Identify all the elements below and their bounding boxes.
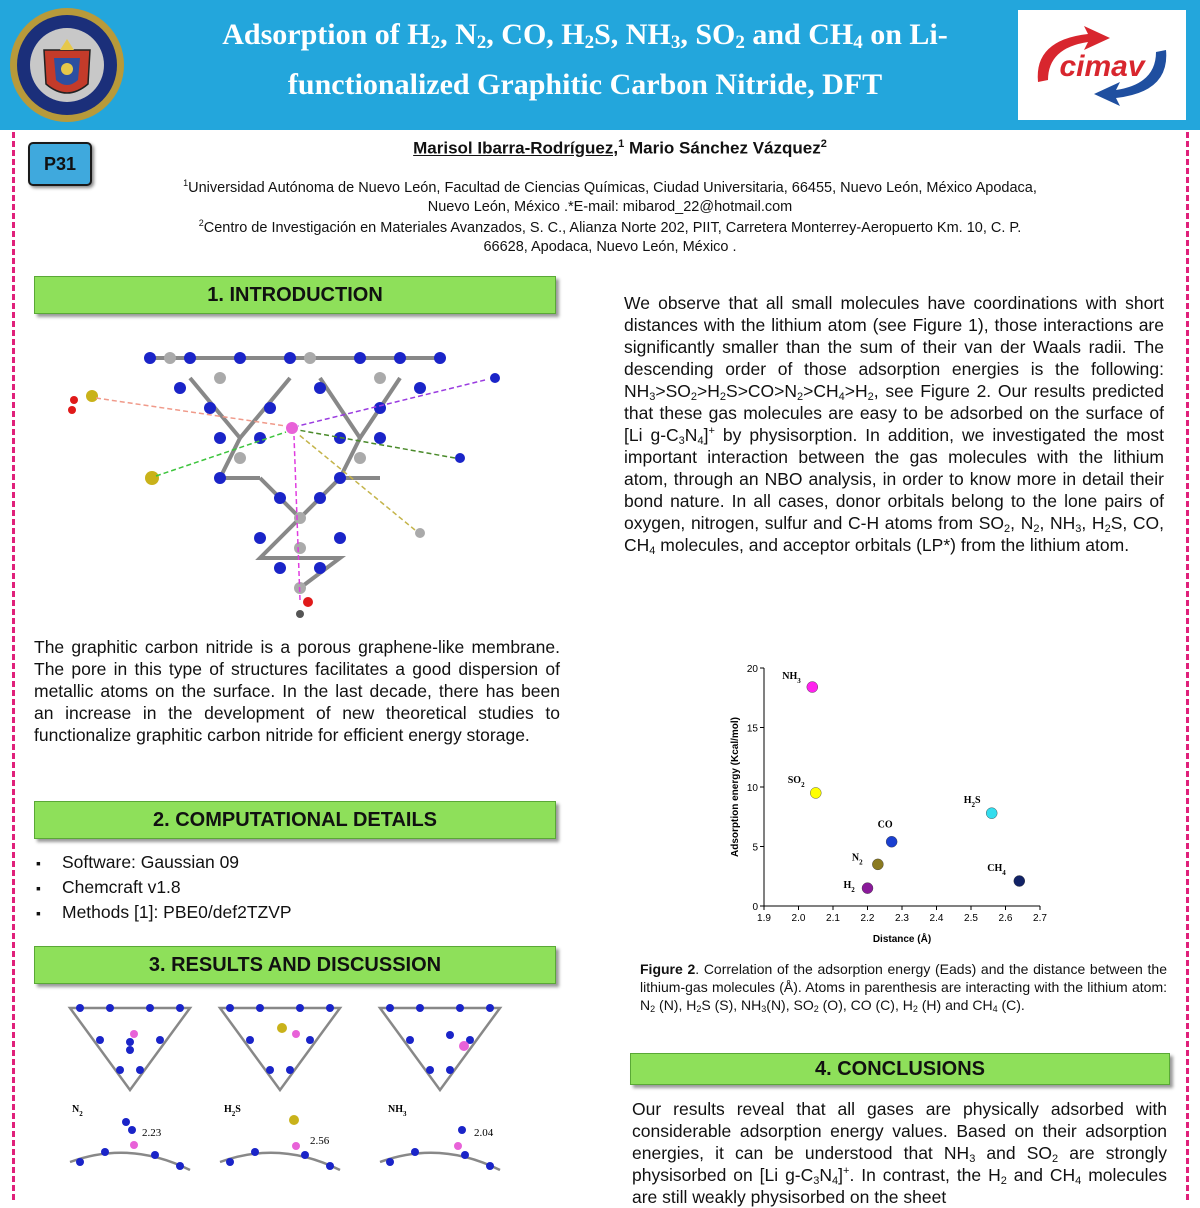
conclusion_parts-run: N [819,1165,833,1185]
x-axis-label: Distance (Å) [872,934,932,945]
discussion_parts-run: 2 [1033,523,1040,535]
discussion_parts-run: >H [697,381,720,401]
title-run: , CO, H [486,18,585,51]
caption_parts-run: S (S), NH [701,997,762,1013]
discussion_parts-run: , see Figure 2. Our results predicted that these gas molecules are easy to be adsorbed on the surface of [Li g-C [624,381,1164,445]
structure-label-run: 3 [403,1110,407,1118]
y-tick-label: 5 [752,842,758,854]
discussion_parts-run: , N [1010,513,1034,533]
point-label [964,795,981,809]
x-tick-label: 2.7 [1033,913,1047,924]
point-label-main: N [851,852,860,864]
section-computational-heading: 2. COMPUTATIONAL DETAILS [34,801,556,839]
conclusions-paragraph [632,1098,1167,1208]
y-tick-label: 15 [746,723,758,735]
point-label-main: H [963,795,972,807]
discussion_parts-run: N [684,425,698,445]
discussion_parts-run: 2 [867,391,874,403]
structure-label-n2 [72,1104,83,1118]
discussion_parts-run: ] [703,425,709,445]
section-results-heading: 3. RESULTS AND DISCUSSION [34,946,556,984]
point-label [788,775,805,789]
distance-label-nh3: 2.04 [474,1127,494,1139]
discussion_parts-run: , H [1081,513,1105,533]
discussion_parts-run: >CH [803,381,839,401]
title-run: Adsorption of H [222,18,431,51]
distance-label-n2: 2.23 [142,1127,162,1139]
data-point [862,883,873,894]
discussion_parts-run: >H [844,381,868,401]
author-1-sup: 1 [618,138,625,150]
conclusion_parts-run: 3 [969,1153,976,1165]
conclusion_parts-run: . In contrast, the H [849,1165,1001,1185]
point-label-main: H [843,880,852,892]
x-tick-label: 2.6 [998,913,1013,924]
structure-label-run: NH [388,1104,403,1115]
poster-title [150,10,1020,110]
point-label-sub: 2 [801,780,805,789]
conclusion_parts-run: + [843,1165,850,1178]
discussion_parts-run: , NH [1039,513,1076,533]
title-run: 3 [670,32,681,53]
point-label [852,852,863,866]
affiliation-2-line-2: 66628, Apodaca, Nuevo León, México . [483,238,737,255]
conclusion_parts-run: molecules are still weakly physisorbed on the sheet [632,1165,1168,1207]
x-tick-label: 2.1 [826,913,840,924]
title-run: 2 [584,32,595,53]
structure-label-run: N [72,1104,80,1115]
authors-line [300,138,940,159]
point-label [782,671,801,685]
title-run: 4 [853,32,863,53]
discussion_parts-run: 4 [697,435,704,447]
discussion_parts-run: 3 [649,391,656,403]
y-tick-label: 20 [746,664,758,675]
structure-label-run: S [235,1104,241,1115]
section-introduction-heading: 1. INTRODUCTION [34,276,556,314]
structure-label-run: 2 [231,1110,236,1118]
caption_parts-run: (C). [997,997,1025,1013]
caption_parts-run: (N), H [655,997,697,1013]
author-2: Mario Sánchez Vázquez [624,138,821,158]
discussion_parts-run: 2 [1104,523,1111,535]
point-label [844,880,856,894]
poster-id-badge: P31 [28,142,92,186]
discussion_parts-run: S, CO, CH [624,513,1164,555]
discussion_parts-run: S>CO>N [726,381,798,401]
y-tick-label: 10 [746,783,758,794]
affiliation-2-line-1: Centro de Investigación en Materiales Avanzados, S. C., Alianza Norte 202, PIIT, Carretera Monterrey-Aeropuerto Km. 10, C. P. [203,219,1022,236]
author-2-sup: 2 [820,138,827,150]
point-label [878,820,893,831]
computational-details-list [36,850,292,925]
title-run: S, NH [594,18,671,51]
poster-header [0,0,1200,130]
affiliation-1 [130,174,1090,217]
author-1: Marisol Ibarra-Rodríguez, [413,138,619,158]
right-dashed-border [1186,132,1189,1200]
affiliation-1-line-1: Universidad Autónoma de Nuevo León, Facultad de Ciencias Químicas, Ciudad Universitaria, 66455, Nuevo León, México Apodaca, [188,179,1037,196]
discussion_parts-run: 2 [719,391,727,403]
conclusion_parts-run: Our results reveal that all gases are physically adsorbed with considerable adsorption energy values. Based on their adsorption energies, it can be understood that NH [632,1099,1167,1163]
y-tick-label: 0 [752,902,758,913]
caption_parts-run: 3 [761,1004,767,1014]
conclusion_parts-run: ] [838,1165,844,1185]
computational-item: ▪ Chemcraft v1.8 [36,875,292,900]
data-point [872,859,883,870]
x-tick-label: 2.3 [895,913,909,924]
x-tick-label: 2.0 [791,913,806,924]
point-label-sub: 3 [797,677,801,686]
point-label-sub: 2 [851,886,855,895]
caption_parts-run: 2 [696,1004,702,1014]
computational-item: ▪ Methods [1]: PBE0/def2TZVP [36,900,292,925]
point-label [987,863,1006,877]
affiliation-1-line-2: Nuevo León, México .*E-mail: mibarod_22@hotmail.com [427,198,793,215]
section-conclusions-heading: 4. CONCLUSIONS [630,1053,1170,1085]
figure-2-caption-text [640,961,1167,1013]
cimav-logo-text: cimav [1059,50,1145,83]
conclusion_parts-run: and CH [1006,1165,1076,1185]
point-label-tail: S [974,795,981,807]
caption_parts-run: (N), SO [766,997,814,1013]
caption_parts-run: 2 [650,1004,656,1014]
discussion_parts-run: 2 [797,391,804,403]
caption_parts-run: 4 [992,1004,998,1014]
structure-label-nh3 [388,1104,407,1118]
title-run: on Li-functionalized Graphitic Carbon Nitride, DFT [287,18,948,101]
data-point [986,808,997,819]
computational-item: ▪ Software: Gaussian 09 [36,850,292,875]
conclusion_parts-run: 4 [832,1175,839,1187]
affiliation-1-sup: 1 [183,178,189,188]
data-point [810,787,821,798]
discussion-paragraph [624,292,1164,556]
point-label-main: CO [877,819,893,831]
caption_parts-run: . Correlation of the adsorption energy (Eads) and the distance between the lithium-gas molecules (Å). Atoms in parenthesis are interacting with the lithium atom: N [640,961,1167,1013]
data-point [1014,876,1025,887]
figure-2-caption-label: Figure 2 [640,961,696,977]
y-axis-label: Adsorption energy (Kcal/mol) [730,716,741,858]
figure-2-caption [640,960,1167,1014]
point-label-main: NH [782,671,798,683]
caption_parts-run: 2 [912,1004,918,1014]
point-label-sub: 4 [1002,869,1006,878]
conclusion_parts-run: and SO [975,1143,1053,1163]
discussion_parts-run: 3 [1075,523,1082,535]
conclusion_parts-run: 3 [813,1175,820,1187]
discussion_parts-run: 4 [838,391,845,403]
discussion_parts-run: by physisorption. In addition, we investigated the most important interaction between the gas molecules with the lithium atom, through an NBO analysis, in order to know more in detail their bond nature. In all cases, donor orbitals belong to the lone pairs of oxygen, nitrogen, sulfur and C-H atoms from SO [624,425,1164,533]
distance-label-h2s: 2.56 [310,1135,330,1147]
discussion_parts-run: 2 [1004,523,1011,535]
conclusion_parts-run: 2 [1000,1175,1007,1187]
data-point [886,836,897,847]
left-dashed-border [12,132,15,1200]
title-run: and CH [744,18,854,51]
discussion_parts-run: We observe that all small molecules have coordinations with short distances with the lithium atom (see Figure 1), those interactions are significantly smaller than the sum of their van der Waals radii. The descending order of those adsorption energies is the following: NH [624,293,1164,401]
conclusion_parts-run: 2 [1052,1153,1059,1165]
discussion_parts-run: 3 [678,435,685,447]
affiliation-2-sup: 2 [198,218,204,228]
figure-1-structure [60,318,540,628]
title-run: 2 [735,32,745,53]
caption_parts-run: (O), CO (C), H [818,997,913,1013]
figure-1-optimized-structures [60,990,550,1200]
structure-label-run: 2 [79,1110,83,1118]
discussion_parts-run: 2 [690,391,698,403]
point-label-sub: 2 [859,858,863,867]
conclusion_parts-run: 4 [1075,1175,1082,1187]
affiliation-2 [130,214,1090,257]
discussion_parts-run: 4 [649,545,656,557]
structure-label-run: H [224,1104,232,1115]
x-tick-label: 2.5 [964,913,978,924]
figure-2-scatter-chart [700,650,1120,950]
x-tick-label: 2.4 [929,913,944,924]
cimav-logo [1018,10,1186,120]
uanl-seal-logo [8,6,126,124]
title-run: 2 [476,32,487,53]
conclusion_parts-run: are strongly physisorbed on [Li g-C [632,1143,1167,1185]
caption_parts-run: (H) and CH [917,997,993,1013]
structure-label-h2s [224,1104,241,1118]
title-run: , SO [680,18,736,51]
data-point [807,682,818,693]
discussion_parts-run: + [708,425,715,438]
discussion_parts-run: molecules, and acceptor orbitals (LP*) from the lithium atom. [655,535,1130,555]
discussion_parts-run: >SO [655,381,691,401]
point-label-sub: 2 [971,801,975,810]
title-run: 2 [430,32,441,53]
x-tick-label: 1.9 [757,913,771,924]
title-run: , N [440,18,477,51]
introduction-paragraph: The graphitic carbon nitride is a porous graphene-like membrane. The pore in this type of structures facilitates a good dispersion of metallic atoms on the surface. In the last decade, there has been an increase in the development of new theoretical studies to functionalize graphitic carbon nitride for efficient energy storage. [34,637,560,745]
x-tick-label: 2.2 [860,913,875,924]
point-label-main: SO [787,774,802,786]
point-label-main: CH [987,863,1003,875]
caption_parts-run: 2 [813,1004,819,1014]
